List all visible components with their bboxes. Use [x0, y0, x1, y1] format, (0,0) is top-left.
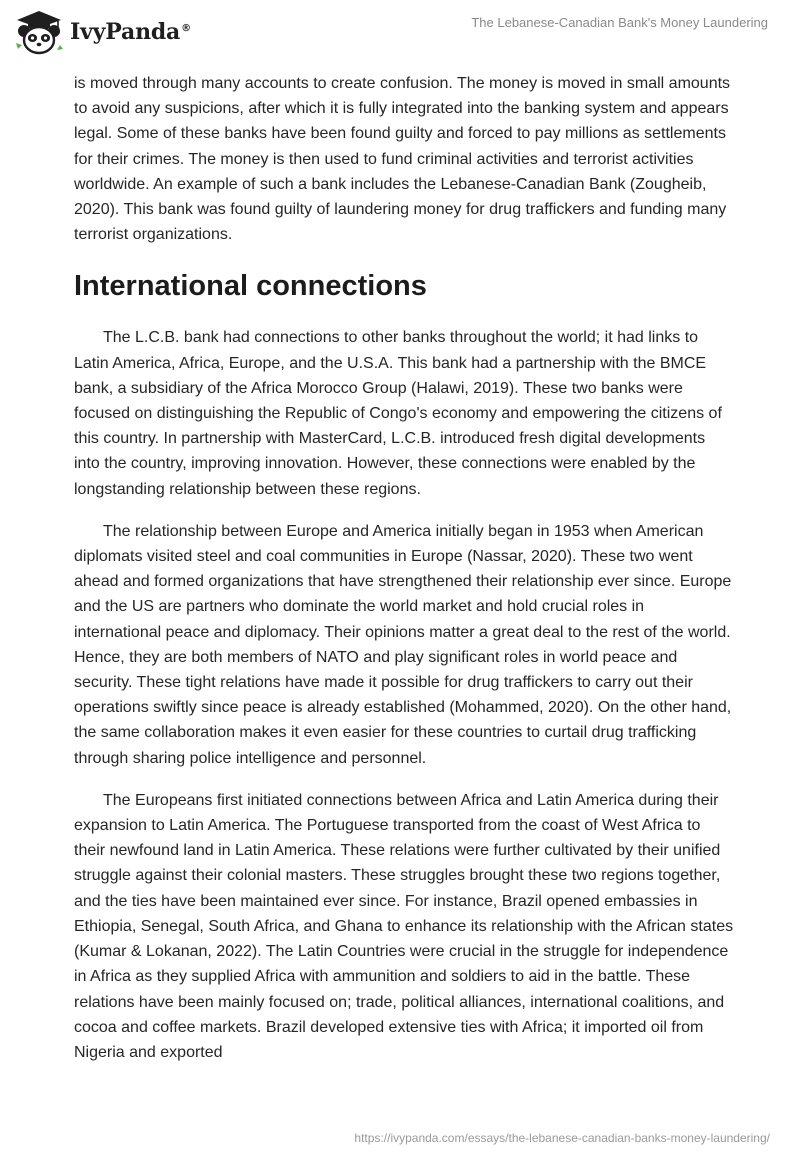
- brand-name-text: IvyPanda: [70, 19, 181, 45]
- source-url[interactable]: https://ivypanda.com/essays/the-lebanese-canadian-banks-money-laundering/: [354, 1131, 770, 1145]
- page-header: [0, 0, 800, 62]
- panda-graduation-cap-icon: [14, 9, 64, 55]
- essay-content: [74, 71, 734, 1082]
- section-heading: International connections: [74, 270, 427, 303]
- document-title: The Lebanese-Canadian Bank's Money Laundering: [471, 15, 768, 30]
- brand-name: [70, 19, 191, 45]
- brand-logo[interactable]: [14, 8, 191, 56]
- body-paragraph: The Europeans first initiated connections between Africa and Latin America during their expansion to Latin America. The Portuguese transported from the coast of West Africa to their newfound land in Latin America. These relations were further cultivated by their unified struggle against their colonial masters. These struggles brought these two regions together, and the ties have been maintained ever since. For instance, Brazil opened embassies in Ethiopia, Senegal, South Africa, and Ghana to enhance its relationship with the African states (Kumar & Lokanan, 2022). The Latin Countries were crucial in the struggle for independence in Africa as they supplied Africa with ammunition and soldiers to aid in the battle. These relations have been mainly focused on; trade, political alliances, international coalitions, and cocoa and coffee markets. Brazil developed extensive ties with Africa; it imported oil from Nigeria and exported: [74, 791, 734, 1061]
- body-paragraph: The relationship between Europe and America initially began in 1953 when American diplomats visited steel and coal communities in Europe (Nassar, 2020). These two went ahead and formed organizations that have strengthened their relationship ever since. Europe and the US are partners who dominate the world market and hold crucial roles in international peace and diplomacy. Their opinions matter a great deal to the rest of the world. Hence, they are both members of NATO and play significant roles in world peace and security. These tight relations have made it possible for drug traffickers to carry out their operations swiftly since peace is already established (Mohammed, 2020). On the other hand, the same collaboration makes it even easier for these countries to curtail drug trafficking through sharing police intelligence and personnel.: [74, 522, 732, 767]
- intro-paragraph: is moved through many accounts to create confusion. The money is moved in small amounts to avoid any suspicions, after which it is fully integrated into the banking system and appears legal. Some of these banks have been found guilty and forced to pay millions as settlements for their crimes. The money is then used to fund criminal activities and terrorist activities worldwide. An example of such a bank includes the Lebanese-Canadian Bank (Zougheib, 2020). This bank was found guilty of laundering money for drug traffickers and funding many terrorist organizations.: [74, 75, 731, 244]
- registered-mark: ®: [181, 22, 191, 34]
- body-paragraph: The L.C.B. bank had connections to other banks throughout the world; it had links to Latin America, Africa, Europe, and the U.S.A. This bank had a partnership with the BMCE bank, a subsidiary of the Africa Morocco Group (Halawi, 2019). These two banks were focused on distinguishing the Republic of Congo's economy and empowering the citizens of this country. In partnership with MasterCard, L.C.B. introduced fresh digital developments into the country, improving innovation. However, these connections were enabled by the longstanding relationship between these regions.: [74, 329, 722, 498]
